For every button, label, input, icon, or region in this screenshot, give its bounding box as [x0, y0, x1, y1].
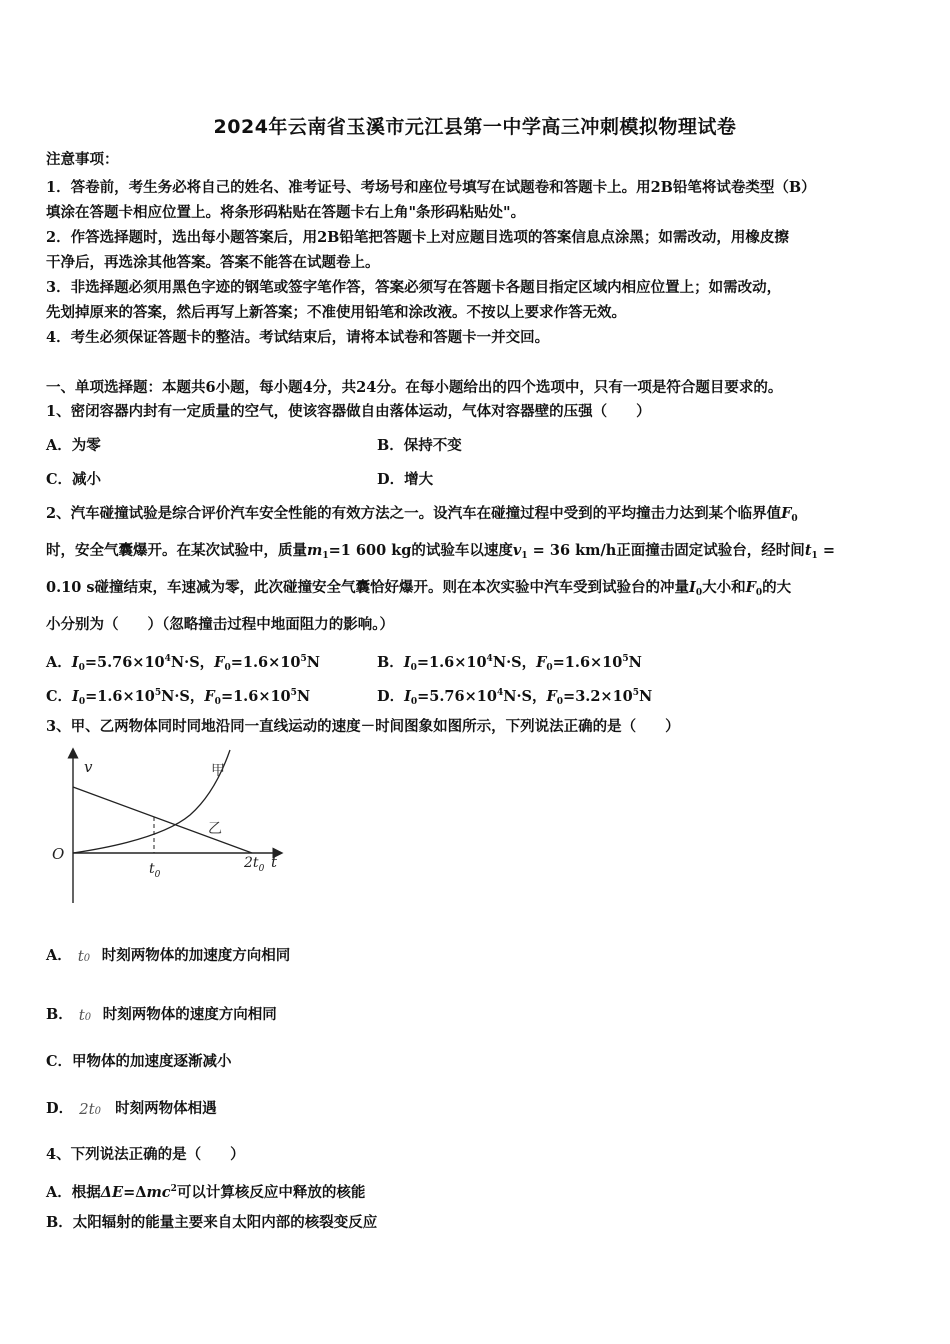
notice-line: 1．答卷前，考生务必将自己的姓名、准考证号、考场号和座位号填写在试题卷和答题卡上。用2B铅笔将试卷类型（B）	[46, 179, 816, 196]
q2-option-b: B．$I_0=1.6\times 10^4N\cdot S$，$F_0=1.6\times 10^5N$	[377, 654, 642, 673]
origin-label: O	[52, 845, 65, 863]
question-2-line-4: 小分别为（ ）（忽略撞击过程中地面阻力的影响。）	[46, 616, 394, 633]
question-2-line-1: 2、汽车碰撞试验是综合评价汽车安全性能的有效方法之一。设汽车在碰撞过程中受到的平均撞击力达到某个临界值$F_0$	[46, 505, 798, 524]
t-axis-label: t	[271, 853, 278, 871]
question-2-line-3: 0.10 s碰撞结束，车速减为零，此次碰撞安全气囊恰好爆开。则在本次实验中汽车受到试验台的冲量$I_0$大小和$F_0$的大	[46, 579, 792, 598]
q3-option-a: A． t0 时刻两物体的加速度方向相同	[46, 947, 291, 965]
q1-option-d: D．增大	[377, 471, 434, 488]
q3-option-d: D． 2t0 时刻两物体相遇	[46, 1100, 217, 1118]
page-title: 2024年云南省玉溪市元江县第一中学高三冲刺模拟物理试卷	[213, 116, 737, 138]
question-1-stem: 1、密闭容器内封有一定质量的空气，使该容器做自由落体运动，气体对容器壁的压强（ ）	[46, 403, 651, 420]
2t0-label: $2t_0$	[244, 855, 265, 874]
notice-line: 填涂在答题卡相应位置上。将条形码粘贴在答题卡右上角"条形码粘贴处"。	[46, 204, 526, 221]
label-jia: 甲	[211, 763, 225, 779]
q3-option-c: C．甲物体的加速度逐渐减小	[46, 1053, 232, 1070]
v-label: v	[84, 758, 93, 776]
line-yi	[73, 787, 252, 853]
q1-option-c: C．减小	[46, 471, 102, 488]
label-yi: 乙	[208, 821, 222, 837]
question-4-stem: 4、下列说法正确的是（ ）	[46, 1146, 245, 1163]
notice-line: 先划掉原来的答案，然后再写上新答案；不准使用铅笔和涂改液。不按以上要求作答无效。	[46, 304, 626, 321]
velocity-time-graph	[40, 745, 290, 905]
question-3-stem: 3、甲、乙两物体同时同地沿同一直线运动的速度－时间图象如图所示，下列说法正确的是（ ）	[46, 718, 680, 735]
q4-option-b: B．太阳辐射的能量主要来自太阳内部的核裂变反应	[46, 1214, 378, 1231]
notice-heading: 注意事项：	[46, 151, 119, 168]
notice-line: 2．作答选择题时，选出每小题答案后，用2B铅笔把答题卡上对应题目选项的答案信息点涂黑；如需改动，用橡皮擦	[46, 229, 789, 246]
notice-line: 4．考生必须保证答题卡的整洁。考试结束后，请将本试卷和答题卡一并交回。	[46, 329, 550, 346]
q2-option-c: C．$I_0=1.6\times 10^5N\cdot S$，$F_0=1.6\times 10^5N$	[46, 688, 311, 707]
q4-option-a: A．根据ΔE=Δmc$^2$可以计算核反应中释放的核能	[46, 1184, 366, 1201]
q1-option-b: B．保持不变	[377, 437, 462, 454]
curve-jia	[73, 750, 230, 853]
t0-label: $t_0$	[149, 861, 161, 880]
question-2-line-2: 时，安全气囊爆开。在某次试验中，质量$m_1=1$ 600 kg的试验车以速度$v_1 = 36$ km/h正面撞击固定试验台，经时间$t_1$ =	[46, 542, 835, 561]
q1-option-a: A．为零	[46, 437, 101, 454]
section-heading: 一、单项选择题：本题共6小题，每小题4分，共24分。在每小题给出的四个选项中，只有一项是符合题目要求的。	[46, 379, 783, 396]
notice-line: 3．非选择题必须用黑色字迹的钢笔或签字笔作答，答案必须写在答题卡各题目指定区域内相应位置上；如需改动，	[46, 279, 782, 296]
q3-option-b: B． t0 时刻两物体的速度方向相同	[46, 1006, 277, 1024]
q2-option-d: D．$I_0=5.76\times 10^4N\cdot S$，$F_0=3.2\times 10^5N$	[377, 688, 653, 707]
q2-option-a: A．$I_0=5.76\times 10^4N\cdot S$，$F_0=1.6\times 10^5N$	[46, 654, 320, 673]
notice-line: 干净后，再选涂其他答案。答案不能答在试题卷上。	[46, 254, 380, 271]
